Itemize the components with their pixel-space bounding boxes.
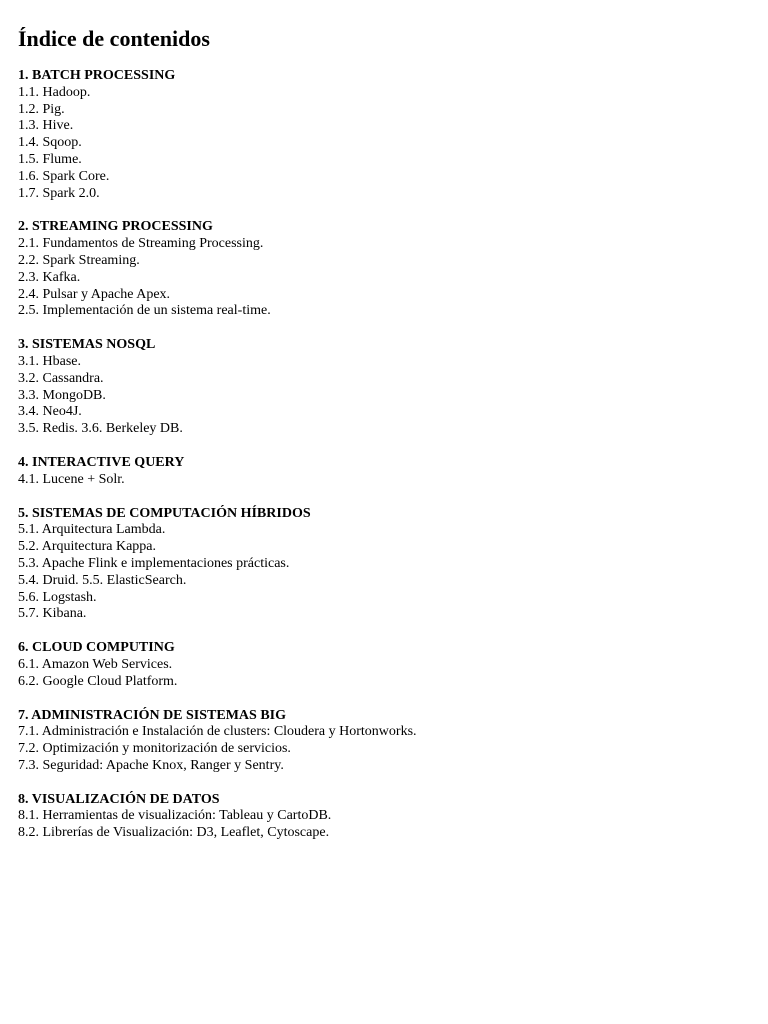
toc-item: 5.6. Logstash. (18, 589, 97, 605)
section-heading: 7. ADMINISTRACIÓN DE SISTEMAS BIG (18, 707, 287, 723)
toc-section (18, 219, 750, 320)
toc-section (18, 68, 750, 202)
toc-item: 3.5. Redis. 3.6. Berkeley DB. (18, 421, 183, 437)
section-heading: 1. BATCH PROCESSING (18, 68, 176, 83)
toc-item: 1.2. Pig. (18, 101, 65, 117)
section-heading: 3. SISTEMAS NOSQL (18, 337, 156, 353)
section-heading: 8. VISUALIZACIÓN DE DATOS (18, 791, 220, 807)
toc-item: 8.2. Librerías de Visualización: D3, Leaflet, Cytoscape. (18, 825, 330, 841)
toc-item: 2.1. Fundamentos de Streaming Processing. (18, 236, 264, 252)
toc-item: 7.1. Administración e Instalación de clusters: Cloudera y Hortonworks. (18, 724, 417, 740)
toc-item: 2.3. Kafka. (18, 269, 81, 285)
toc-section (18, 708, 750, 775)
toc-item: 5.7. Kibana. (18, 606, 87, 622)
toc-item: 3.1. Hbase. (18, 353, 81, 369)
toc-item: 3.2. Cassandra. (18, 370, 104, 386)
toc-section (18, 792, 750, 842)
section-heading: 4. INTERACTIVE QUERY (18, 454, 185, 470)
toc-section (18, 506, 750, 624)
toc-item: 5.4. Druid. 5.5. ElasticSearch. (18, 572, 187, 588)
toc-section (18, 640, 750, 690)
toc-item: 2.2. Spark Streaming. (18, 252, 140, 268)
toc-item: 3.4. Neo4J. (18, 404, 82, 420)
toc-item: 3.3. MongoDB. (18, 387, 106, 403)
toc-item: 1.1. Hadoop. (18, 84, 91, 100)
toc-item: 2.4. Pulsar y Apache Apex. (18, 286, 171, 302)
section-heading: 5. SISTEMAS DE COMPUTACIÓN HÍBRIDOS (18, 505, 311, 521)
toc-item: 5.3. Apache Flink e implementaciones prácticas. (18, 555, 290, 571)
toc-item: 2.5. Implementación de un sistema real-time. (18, 303, 271, 319)
section-heading: 2. STREAMING PROCESSING (18, 219, 213, 235)
toc-item: 4.1. Lucene + Solr. (18, 471, 125, 487)
toc-item: 7.2. Optimización y monitorización de servicios. (18, 741, 291, 757)
toc-item: 6.2. Google Cloud Platform. (18, 673, 178, 689)
toc-item: 1.5. Flume. (18, 151, 82, 167)
section-heading: 6. CLOUD COMPUTING (18, 640, 175, 656)
page-title: Índice de contenidos (18, 26, 210, 51)
toc-item: 5.1. Arquitectura Lambda. (18, 522, 166, 538)
toc-item: 8.1. Herramientas de visualización: Tableau y CartoDB. (18, 808, 332, 824)
toc-section (18, 337, 750, 438)
toc-item: 1.6. Spark Core. (18, 168, 110, 184)
toc-item: 1.7. Spark 2.0. (18, 185, 100, 201)
toc-item: 1.3. Hive. (18, 118, 74, 134)
table-of-contents (18, 68, 750, 842)
toc-section (18, 455, 750, 489)
toc-item: 6.1. Amazon Web Services. (18, 656, 173, 672)
toc-item: 7.3. Seguridad: Apache Knox, Ranger y Sentry. (18, 757, 284, 773)
toc-item: 5.2. Arquitectura Kappa. (18, 539, 157, 555)
toc-item: 1.4. Sqoop. (18, 135, 82, 151)
